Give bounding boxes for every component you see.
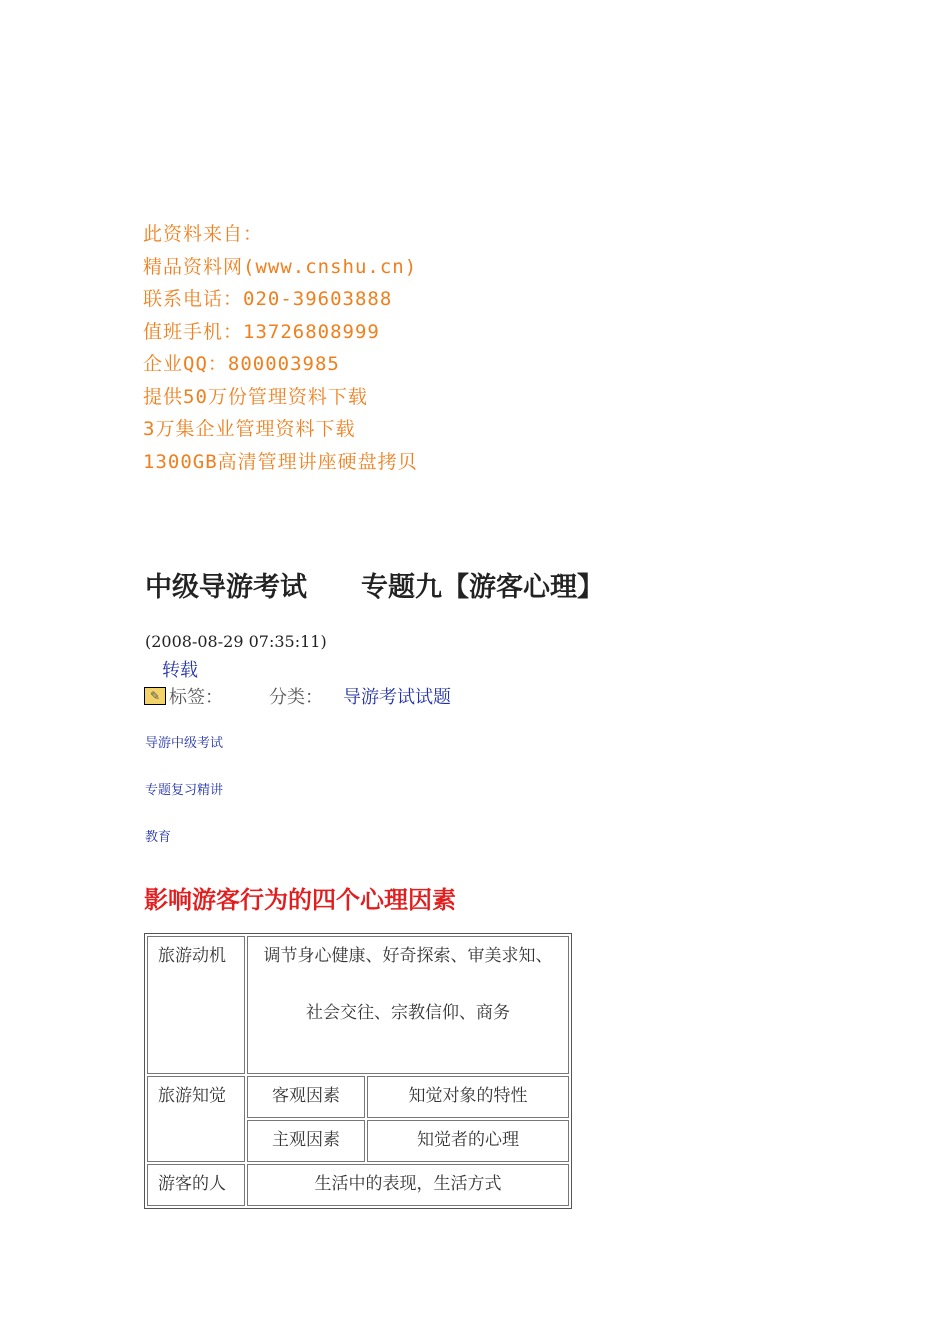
- tag-category-line: [144, 683, 451, 709]
- row-label: 旅游动机: [147, 936, 245, 1074]
- article-title: 中级导游考试 专题九【游客心理】: [145, 572, 604, 603]
- motivation-cell: [247, 936, 569, 1074]
- article-date: (2008-08-29 07:35:11): [145, 632, 327, 651]
- source-line: 3万集企业管理资料下载: [143, 418, 356, 440]
- source-line: 精品资料网(www.cnshu.cn): [143, 255, 418, 278]
- row-label: 游客的人: [147, 1164, 245, 1206]
- source-line: 联系电话：020-39603888: [143, 288, 393, 310]
- motivation-text-a: 调节身心健康、好奇探索、审美求知、: [263, 946, 553, 966]
- section-heading: 影响游客行为的四个心理因素: [144, 885, 456, 914]
- source-line: 此资料来自：: [143, 223, 264, 245]
- source-line: 值班手机：13726808999: [143, 320, 380, 343]
- psychology-factors-table: [144, 933, 572, 1209]
- source-info-block: [143, 218, 418, 478]
- personality-cell: 生活中的表现，生活方式: [247, 1164, 569, 1206]
- source-line: 1300GB高清管理讲座硬盘拷贝: [143, 450, 418, 473]
- sub-factor: 主观因素: [247, 1120, 365, 1162]
- source-line: 企业QQ：800003985: [143, 353, 340, 375]
- tag-link[interactable]: 导游中级考试: [145, 736, 224, 751]
- tag-link[interactable]: 教育: [145, 830, 172, 845]
- source-line: 提供50万份管理资料下载: [143, 385, 368, 408]
- tags-label: 标签：: [169, 687, 223, 708]
- category-label: 分类：: [269, 687, 323, 708]
- category-link[interactable]: 导游考试试题: [343, 687, 451, 708]
- sub-factor: 客观因素: [247, 1076, 365, 1118]
- motivation-text-b: 社会交往、宗教信仰、商务: [306, 1003, 510, 1023]
- tag-link[interactable]: 专题复习精讲: [145, 783, 224, 798]
- row-label: 旅游知觉: [147, 1076, 245, 1162]
- sub-factor-value: 知觉对象的特性: [367, 1076, 569, 1118]
- tag-icon: ✎: [144, 687, 166, 705]
- sub-factor-value: 知觉者的心理: [367, 1120, 569, 1162]
- repost-link[interactable]: 转载: [162, 660, 198, 681]
